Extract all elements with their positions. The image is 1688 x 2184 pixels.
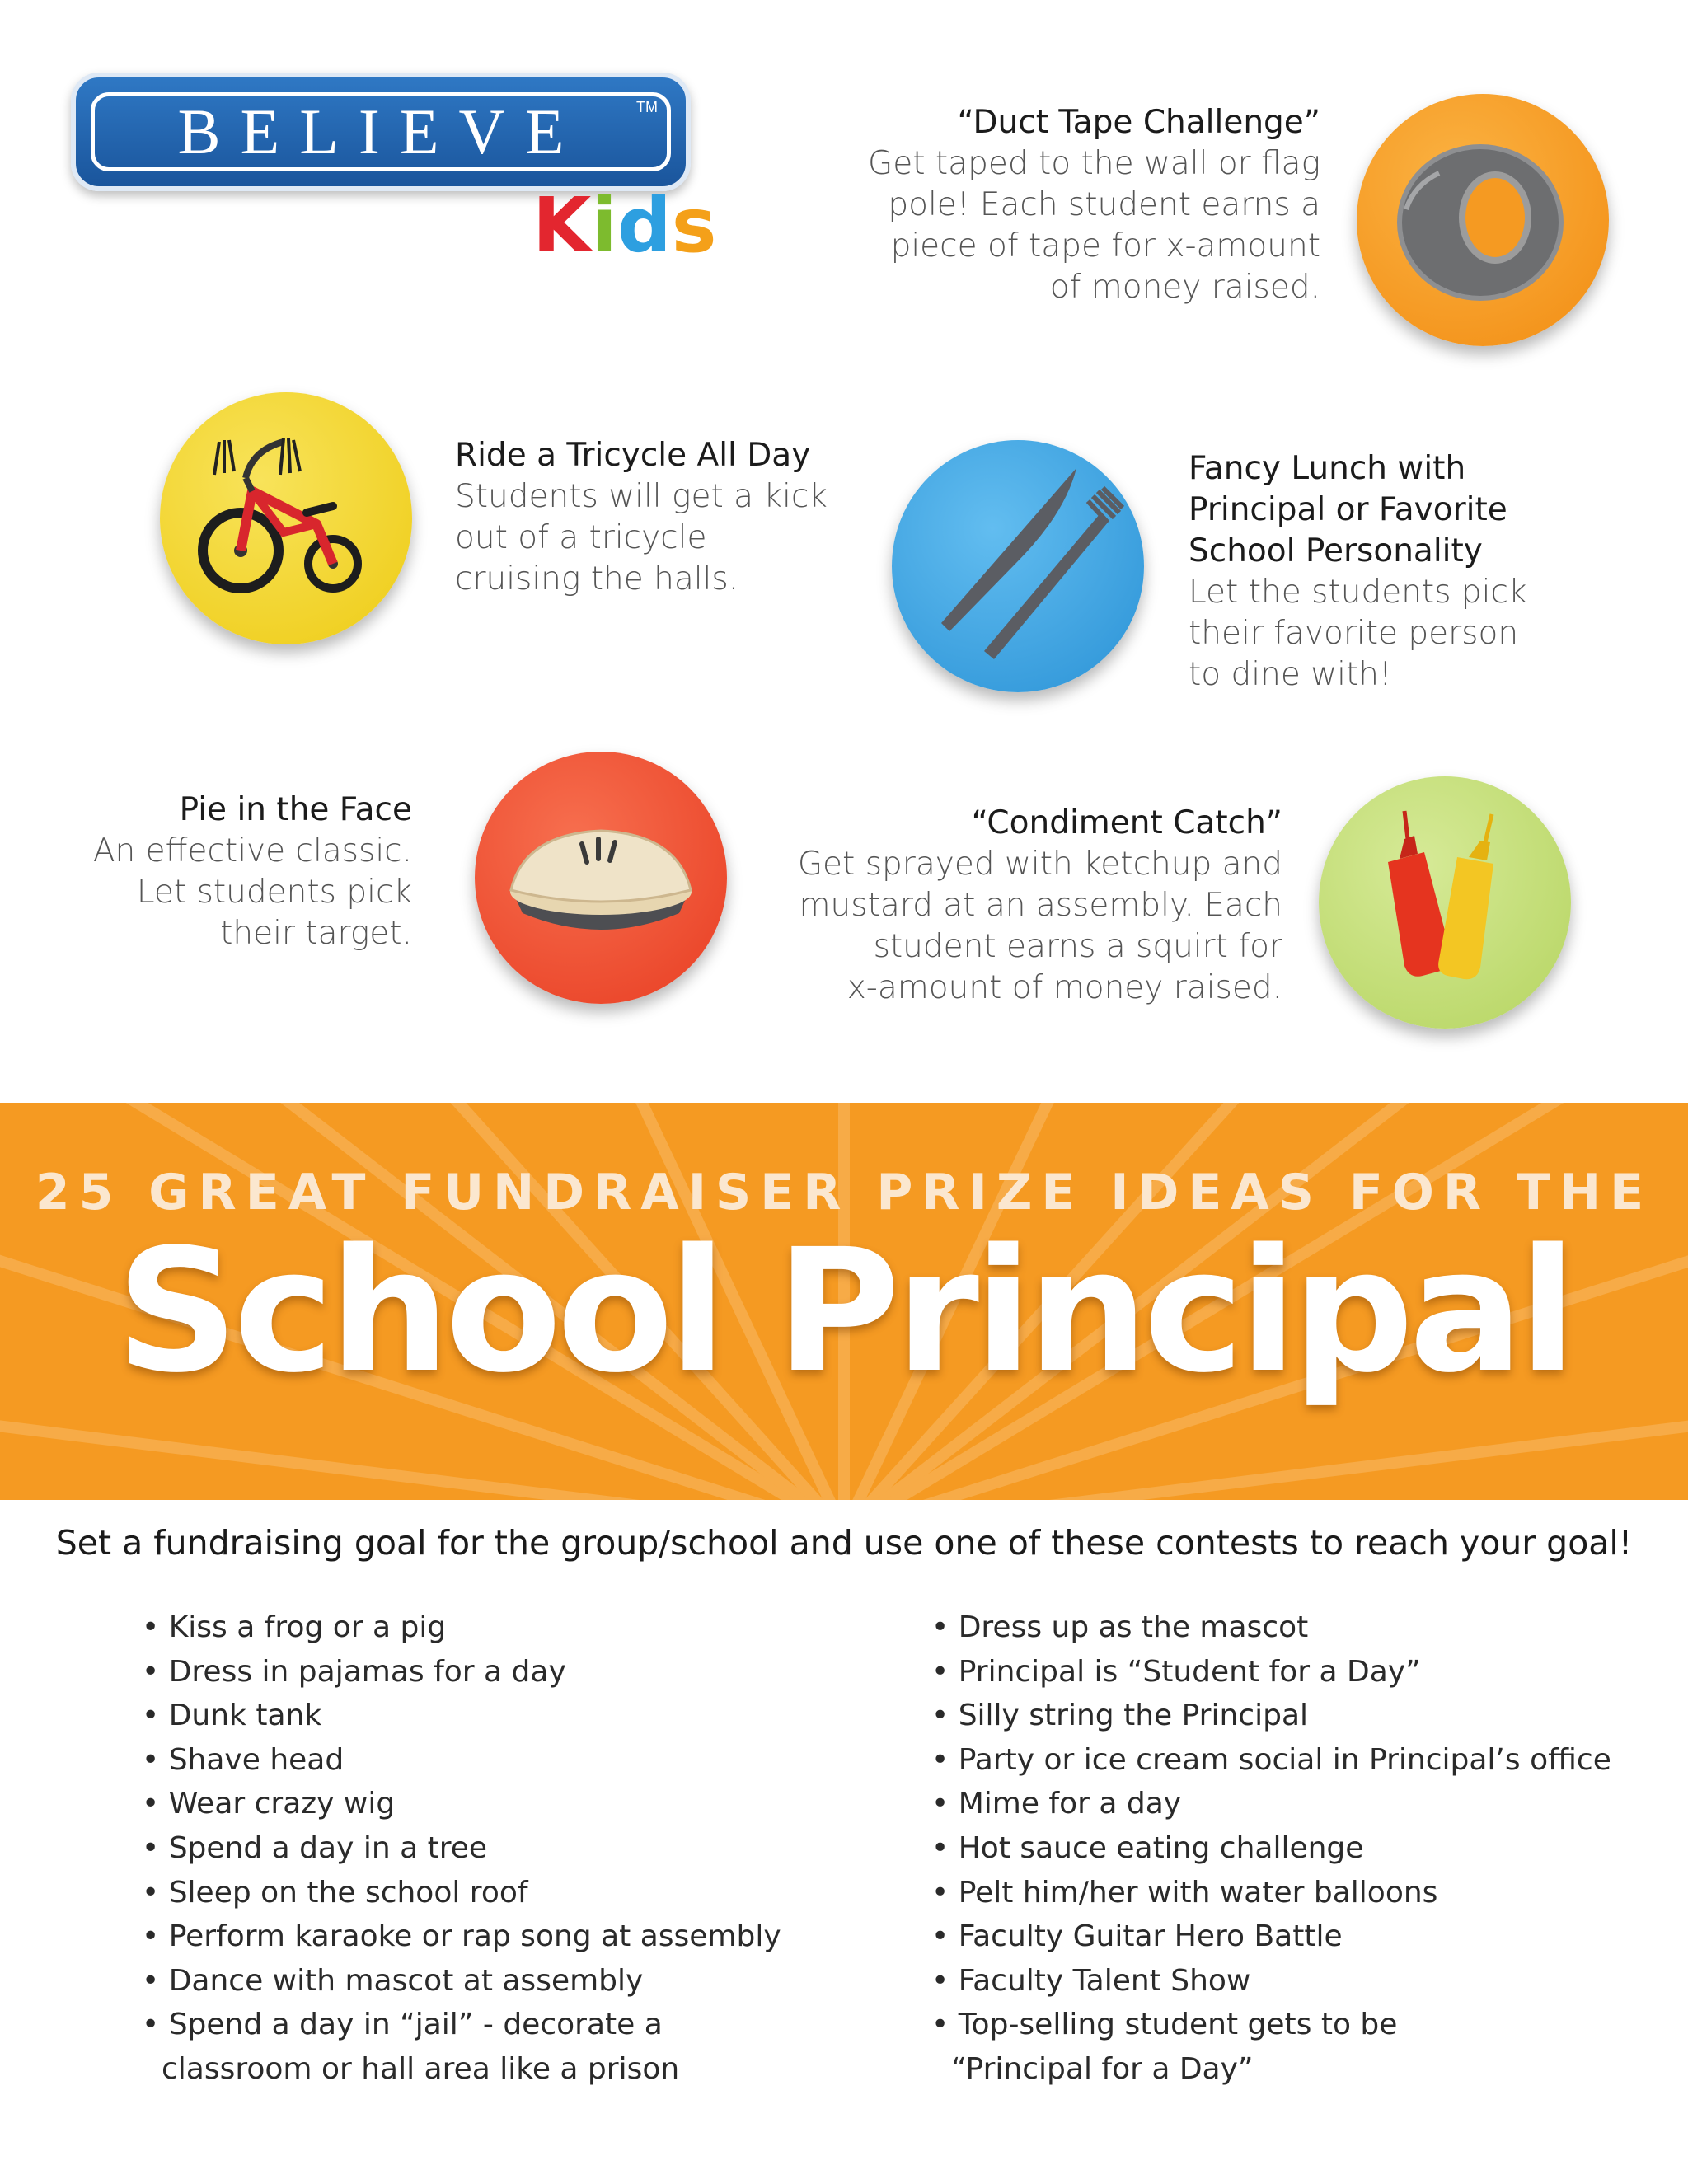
logo-kids-letter: K (532, 181, 592, 269)
logo-inner-frame (91, 92, 671, 171)
pie-icon (475, 752, 727, 1004)
list-item: • Perform karaoke or rap song at assembly (142, 1915, 867, 1959)
prize-tricycle (455, 435, 884, 600)
banner-subtitle: 25 GREAT FUNDRAISER PRIZE IDEAS FOR THE (35, 1164, 1653, 1221)
logo-word: BELIEVE (177, 96, 584, 167)
prize-desc-line: Get taped to the wall or flag (868, 145, 1320, 182)
prize-pie (82, 790, 412, 954)
prize-title-line: School Personality (1189, 532, 1483, 569)
prize-title: Pie in the Face (179, 791, 412, 828)
prize-desc-line: their favorite person (1189, 615, 1519, 652)
prize-desc-line: of money raised. (1049, 269, 1320, 306)
intro-text: Set a fundraising goal for the group/school and use one of these contests to reach your goal! (55, 1523, 1633, 1563)
list-item: • Kiss a frog or a pig (142, 1605, 867, 1650)
prize-list-left (142, 1605, 867, 2092)
duct-tape-circle (1357, 94, 1609, 346)
list-item: • Dance with mascot at assembly (142, 1959, 867, 2004)
prize-desc-line: x-amount of money raised. (846, 969, 1282, 1006)
prize-desc-line: piece of tape for x-amount (890, 227, 1320, 265)
prize-desc-line: mustard at an assembly. Each (799, 887, 1282, 924)
list-item: • Mime for a day (931, 1782, 1657, 1826)
list-item: • Spend a day in “jail” - decorate a classroom or hall area like a prison (142, 2003, 801, 2091)
banner (0, 1103, 1688, 1500)
prize-title: “Condiment Catch” (971, 804, 1282, 841)
prize-desc-line: out of a tricycle (455, 519, 707, 556)
list-item: • Sleep on the school roof (142, 1871, 867, 1915)
list-item: • Shave head (142, 1738, 867, 1783)
list-item: • Hot sauce eating challenge (931, 1826, 1657, 1871)
prize-desc-line: pole! Each student earns a (888, 186, 1320, 223)
logo-kids-letter: d (617, 181, 672, 269)
logo-trademark: TM (636, 99, 658, 115)
prize-list-right (931, 1605, 1657, 2092)
list-item: • Party or ice cream social in Principal’s office (931, 1738, 1657, 1783)
prize-lunch (1189, 448, 1650, 696)
pie-circle (475, 752, 727, 1004)
list-item: • Top-selling student gets to be “Principal for a Day” (931, 2003, 1508, 2091)
lunch-circle (892, 440, 1144, 692)
list-item: • Faculty Guitar Hero Battle (931, 1915, 1657, 1959)
tricycle-circle (160, 392, 412, 644)
logo-kids (532, 181, 717, 269)
list-item: • Silly string the Principal (931, 1694, 1657, 1738)
condiment-circle (1319, 776, 1571, 1029)
list-item: • Dunk tank (142, 1694, 867, 1738)
prize-desc-line: Let students pick (136, 874, 412, 911)
list-item: • Faculty Talent Show (931, 1959, 1657, 2004)
banner-title: School Principal (115, 1212, 1573, 1410)
prize-title-line: Principal or Favorite (1189, 491, 1507, 528)
list-item: • Spend a day in a tree (142, 1826, 867, 1871)
list-item: • Wear crazy wig (142, 1782, 867, 1826)
logo-kids-letter: s (671, 181, 717, 269)
prize-desc-line: Let the students pick (1189, 574, 1527, 611)
prize-title: “Duct Tape Challenge” (957, 104, 1320, 141)
prize-title-line: Fancy Lunch with (1189, 450, 1466, 487)
prize-desc-line: their target. (220, 915, 412, 952)
list-item: • Principal is “Student for a Day” (931, 1650, 1657, 1694)
list-item: • Dress up as the mascot (931, 1605, 1657, 1650)
knife-fork-icon (892, 440, 1144, 692)
list-item: • Dress in pajamas for a day (142, 1650, 867, 1694)
prize-desc-line: to dine with! (1189, 656, 1392, 693)
condiment-bottles-icon (1319, 776, 1571, 1029)
logo-badge (71, 73, 691, 191)
prize-duct-tape (808, 102, 1320, 308)
logo-kids-letter: i (591, 181, 617, 269)
prize-condiment (767, 803, 1282, 1009)
prize-desc-line: student earns a squirt for (873, 928, 1282, 965)
duct-tape-icon (1357, 94, 1609, 346)
prize-title: Ride a Tricycle All Day (455, 437, 811, 474)
prize-desc-line: Get sprayed with ketchup and (797, 846, 1282, 883)
believe-kids-logo (71, 73, 717, 269)
prize-desc-line: Students will get a kick (455, 478, 828, 515)
prize-desc-line: An effective classic. (92, 832, 412, 869)
prize-desc-line: cruising the halls. (455, 560, 739, 598)
tricycle-icon (160, 392, 412, 644)
list-item: • Pelt him/her with water balloons (931, 1871, 1657, 1915)
